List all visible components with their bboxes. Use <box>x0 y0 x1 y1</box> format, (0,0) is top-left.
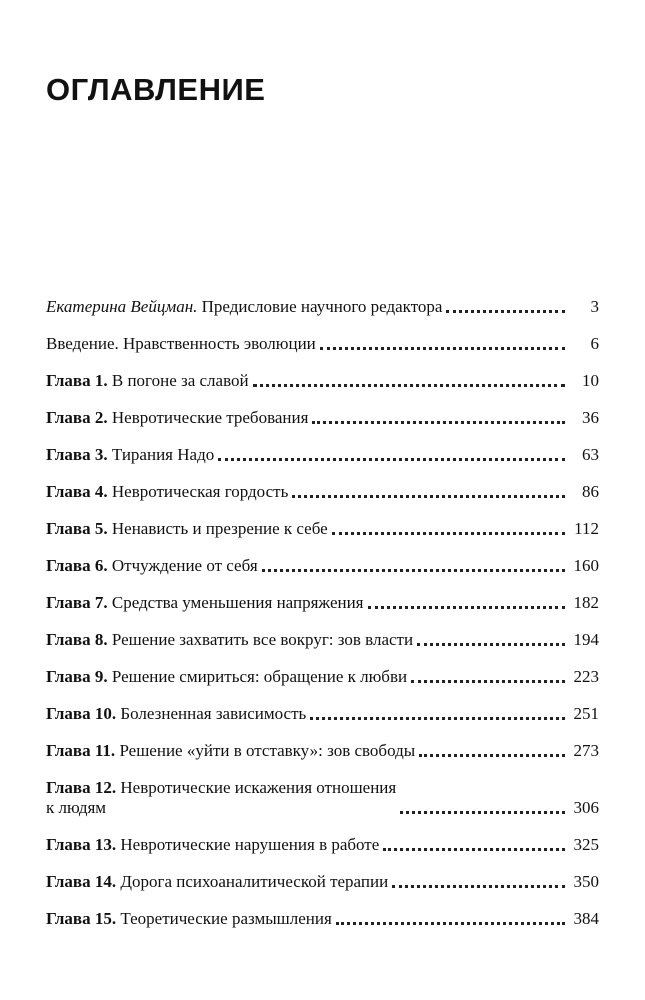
toc-entry-title <box>46 371 249 391</box>
toc-entry-chapter-9 <box>46 650 599 687</box>
dot-leader <box>446 296 565 313</box>
toc-entry-page: 325 <box>573 835 599 854</box>
table-of-contents <box>46 280 599 929</box>
chapter-label: Глава 3. <box>46 445 108 464</box>
toc-entry-chapter-1 <box>46 354 599 391</box>
toc-entry-text: В погоне за славой <box>111 371 249 390</box>
toc-entry-text: Решение захватить все вокруг: зов власти <box>111 630 414 649</box>
dot-leader <box>417 629 565 646</box>
dot-leader <box>292 481 565 498</box>
chapter-label: Глава 11. <box>46 741 116 760</box>
toc-entry-title <box>46 482 288 502</box>
toc-entry-page: 160 <box>573 556 599 575</box>
toc-entry-introduction <box>46 317 599 354</box>
toc-entry-text: Теоретические размышления <box>120 909 332 928</box>
chapter-label: Глава 15. <box>46 909 117 928</box>
chapter-label: Глава 13. <box>46 835 117 854</box>
toc-entry-text: Введение. Нравственность эволюции <box>46 334 316 353</box>
toc-entry-page: 10 <box>582 371 599 390</box>
toc-entry-title <box>46 872 388 892</box>
toc-entry-title <box>46 297 442 317</box>
toc-entry-page: 251 <box>573 704 599 723</box>
toc-entry-chapter-11 <box>46 724 599 761</box>
toc-entry-text: Невротические требования <box>111 408 309 427</box>
toc-entry-page: 112 <box>574 519 599 538</box>
toc-entry-chapter-8 <box>46 613 599 650</box>
dot-leader <box>419 740 565 757</box>
toc-entry-text: Болезненная зависимость <box>120 704 307 723</box>
dot-leader <box>218 444 565 461</box>
toc-entry-title <box>46 835 379 855</box>
toc-entry-title <box>46 445 214 465</box>
toc-entry-text: Средства уменьшения напряжения <box>111 593 364 612</box>
toc-entry-title <box>46 408 308 428</box>
toc-entry-text: Невротические искажения отношения <box>120 778 397 797</box>
toc-entry-title <box>46 741 415 761</box>
toc-entry-chapter-6 <box>46 539 599 576</box>
chapter-label: Глава 5. <box>46 519 108 538</box>
toc-entry-chapter-2 <box>46 391 599 428</box>
toc-entry-page: 350 <box>573 872 599 891</box>
toc-entry-title <box>46 704 306 724</box>
chapter-label: Глава 14. <box>46 872 117 891</box>
toc-entry-page: 36 <box>582 408 599 427</box>
toc-entry-chapter-3 <box>46 428 599 465</box>
dot-leader <box>332 518 565 535</box>
toc-entry-title <box>46 667 407 687</box>
dot-leader <box>336 908 565 925</box>
toc-entry-preface <box>46 280 599 317</box>
page-title: ОГЛАВЛЕНИЕ <box>46 72 266 107</box>
toc-entry-chapter-4 <box>46 465 599 502</box>
toc-entry-text: Невротические нарушения в работе <box>120 835 380 854</box>
toc-entry-text: Решение «уйти в отставку»: зов свободы <box>119 741 416 760</box>
toc-entry-title <box>46 778 396 818</box>
chapter-label: Глава 9. <box>46 667 108 686</box>
toc-entry-title <box>46 519 328 539</box>
toc-entry-chapter-5 <box>46 502 599 539</box>
dot-leader <box>262 555 565 572</box>
dot-leader <box>392 871 565 888</box>
dot-leader <box>411 666 565 683</box>
toc-entry-chapter-10 <box>46 687 599 724</box>
toc-entry-text: Отчуждение от себя <box>111 556 258 575</box>
toc-entry-text-continued: к людям <box>46 798 107 817</box>
toc-entry-chapter-14 <box>46 855 599 892</box>
chapter-label: Глава 8. <box>46 630 108 649</box>
toc-entry-text: Решение смириться: обращение к любви <box>111 667 408 686</box>
toc-entry-title <box>46 909 332 929</box>
toc-entry-text: Ненависть и презрение к себе <box>111 519 328 538</box>
dot-leader <box>310 703 565 720</box>
toc-entry-text: Невротическая гордость <box>111 482 289 501</box>
toc-entry-page: 6 <box>590 334 599 353</box>
toc-entry-page: 273 <box>573 741 599 760</box>
toc-entry-text: Тирания Надо <box>111 445 215 464</box>
chapter-label: Глава 4. <box>46 482 108 501</box>
toc-entry-chapter-13 <box>46 818 599 855</box>
dot-leader <box>253 370 565 387</box>
toc-entry-page: 194 <box>573 630 599 649</box>
chapter-label: Глава 12. <box>46 778 117 797</box>
dot-leader <box>383 834 565 851</box>
toc-entry-page: 306 <box>573 798 599 817</box>
toc-entry-title <box>46 593 364 613</box>
chapter-label: Глава 2. <box>46 408 108 427</box>
dot-leader <box>320 333 565 350</box>
toc-entry-title <box>46 630 413 650</box>
toc-entry-page: 86 <box>582 482 599 501</box>
toc-entry-chapter-7 <box>46 576 599 613</box>
dot-leader <box>400 797 565 814</box>
dot-leader <box>312 407 565 424</box>
chapter-label: Глава 6. <box>46 556 108 575</box>
toc-entry-page: 182 <box>573 593 599 612</box>
chapter-label: Глава 7. <box>46 593 108 612</box>
toc-entry-title <box>46 556 258 576</box>
toc-entry-page: 384 <box>573 909 599 928</box>
toc-entry-author: Екатерина Вейцман. <box>46 297 198 316</box>
toc-entry-text: Предисловие научного редактора <box>201 297 443 316</box>
toc-entry-page: 223 <box>573 667 599 686</box>
toc-entry-page: 63 <box>582 445 599 464</box>
toc-entry-page: 3 <box>590 297 599 316</box>
chapter-label: Глава 1. <box>46 371 108 390</box>
toc-entry-chapter-12 <box>46 761 599 818</box>
dot-leader <box>368 592 565 609</box>
toc-entry-chapter-15 <box>46 892 599 929</box>
chapter-label: Глава 10. <box>46 704 117 723</box>
toc-entry-text: Дорога психоаналитической терапии <box>120 872 389 891</box>
